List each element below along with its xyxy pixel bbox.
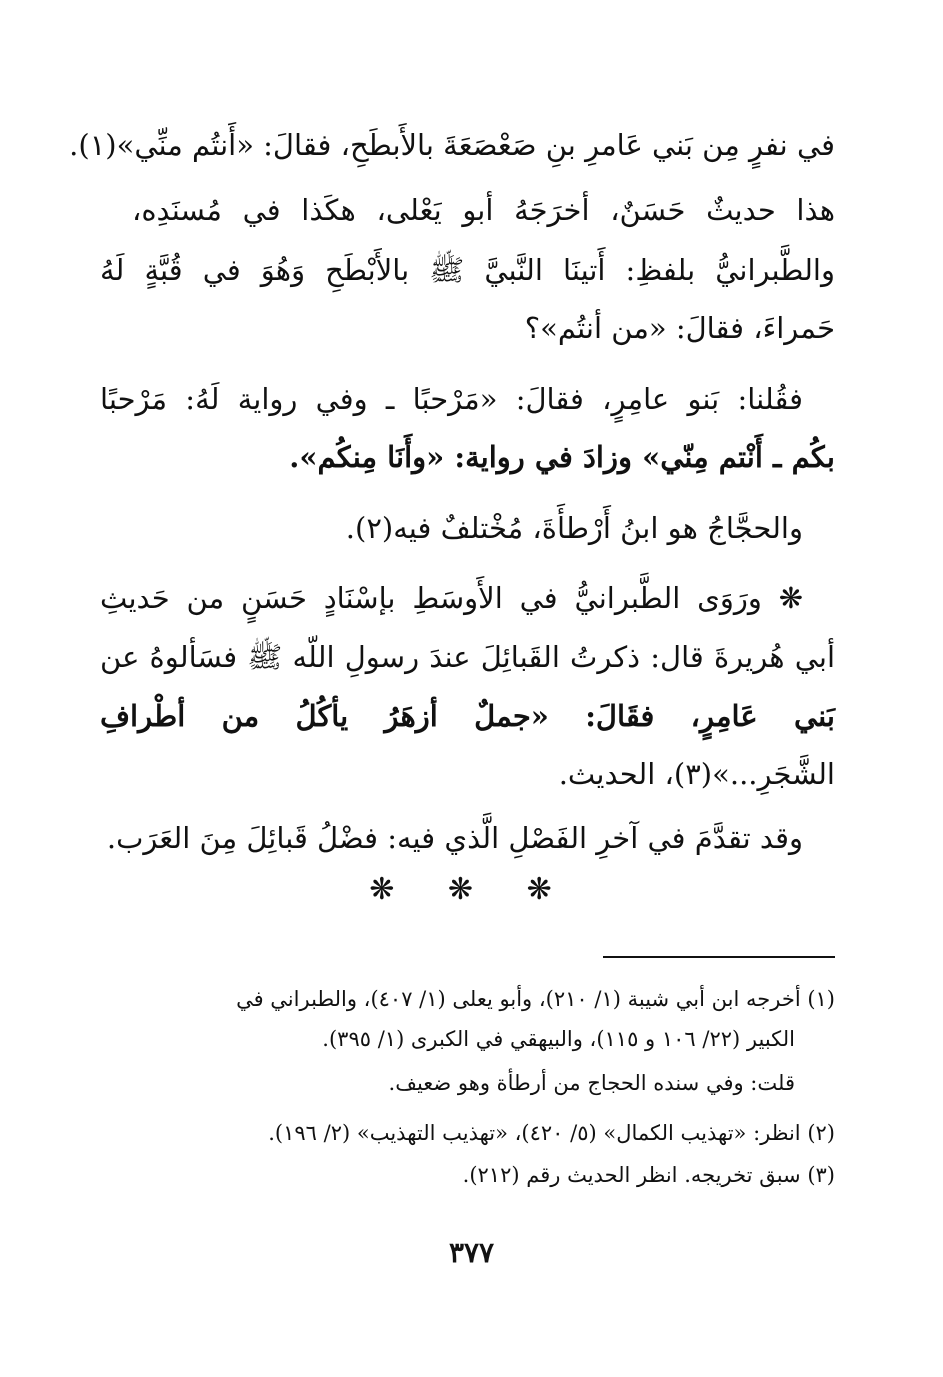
page-number: ٣٧٧ <box>448 1236 495 1269</box>
body-line <box>100 187 835 233</box>
body-line-text: ❋ ورَوَى الطَّبرانيُّ في الأَوسَطِ بإسْنَادٍ حَسَنٍ من حَديثِ <box>100 581 803 615</box>
body-line: حَمراءَ، فقالَ: «من أنتُم»؟ <box>524 311 835 345</box>
body-line: أبي هُريرةَ قال: ذكرتُ القَبائِلَ عندَ رسولِ اللّه ﷺ فسَألوهُ عن <box>100 640 835 674</box>
body-line <box>100 376 835 422</box>
body-line-text: وقد تقدَّمَ في آخرِ الفَصْلِ الَّذي فيه: فضْلُ قَبائِلَ مِنَ العَرَب. <box>106 821 803 855</box>
body-line: الشَّجَرِ...»(٣)، الحديث. <box>558 757 835 791</box>
body-line: بَني عَامِرٍ، فقَالَ: «جملٌ أزهَرُ يأكُلُ من أطْرافِ <box>100 699 835 733</box>
footnote-1-cont: الكبير (٢٢/ ١٠٦ و ١١٥)، والبيهقي في الكبرى (١/ ٣٩٥). <box>322 1027 795 1051</box>
body-line-text: والحجَّاجُ هو ابنُ أَرْطأَةَ، مُخْتلفٌ فيه(٢). <box>345 511 803 545</box>
section-separator: ❋ ❋ ❋ <box>369 872 574 907</box>
footnote-2: (٢) انظر: «تهذيب الكمال» (٥/ ٤٢٠)، «تهذيب التهذيب» (٢/ ١٩٦). <box>268 1121 835 1145</box>
footnote-3: (٣) سبق تخريجه. انظر الحديث رقم (٢١٢). <box>462 1163 835 1187</box>
body-line <box>100 575 835 621</box>
body-line: والطَّبرانيُّ بلفظِ: أَتينَا النَّبيَّ ﷺ بالأَبْطَحِ وَهُوَ في قُبَّةٍ لَهُ <box>100 253 835 287</box>
body-line <box>100 815 835 861</box>
body-line-text: هذا حديثٌ حَسَنٌ، أخرَجَهُ أبو يَعْلى، هكَذا في مُسنَدِه، <box>132 193 835 227</box>
body-line-text: فقُلنا: بَنو عامِرٍ، فقالَ: «مَرْحبًا ـ وفي رواية لَهُ: مَرْحبًا <box>100 382 803 416</box>
body-line: بكُم ـ أَنْتم مِنّي» وزادَ في رواية: «وأَنَا مِنكُم». <box>289 440 835 474</box>
footnote-1: (١) أخرجه ابن أبي شيبة (١/ ٢١٠)، وأبو يعلى (١/ ٤٠٧)، والطبراني في <box>236 987 835 1011</box>
body-line: في نفرٍ مِن بَني عَامرِ بنِ صَعْصَعَةَ بالأَبطَحِ، فقالَ: «أَنتُم منِّي»(١). <box>69 128 835 162</box>
footnote-rule <box>603 956 835 958</box>
footnote-1-note: قلت: وفي سنده الحجاج من أرطأة وهو ضعيف. <box>388 1071 795 1095</box>
body-line <box>100 505 835 551</box>
